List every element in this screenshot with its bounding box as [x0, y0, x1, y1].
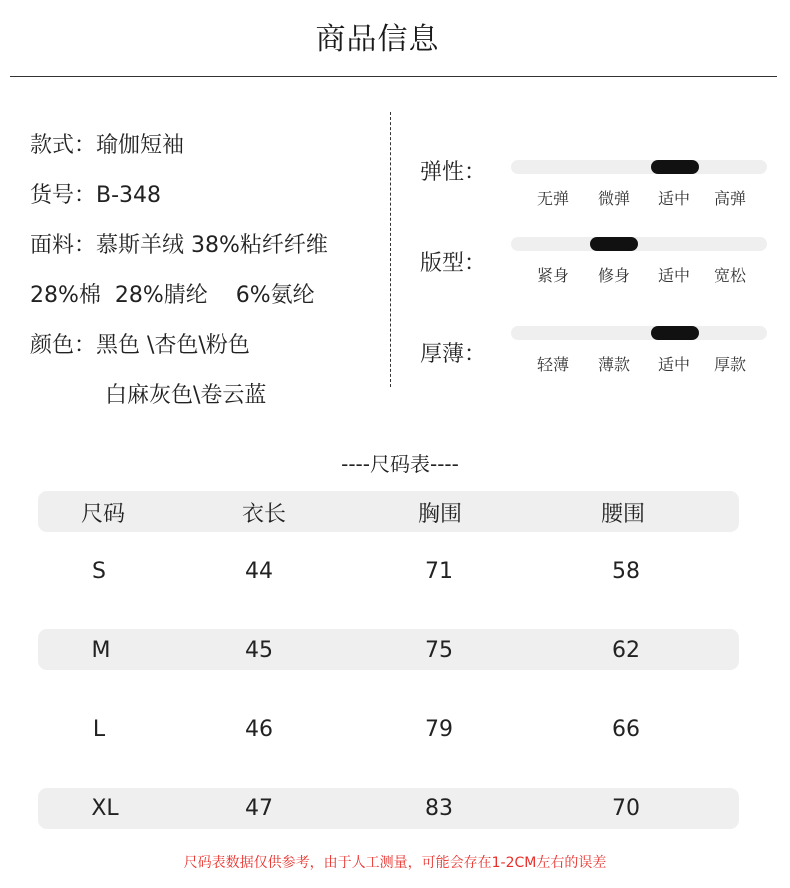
attr-label-elasticity: 弹性：: [420, 160, 487, 185]
attr-label-thickness: 厚薄：: [420, 342, 487, 367]
thickness-scale: [511, 326, 767, 340]
header-length: 衣长: [241, 502, 286, 527]
row-xl-chest: 83: [425, 796, 453, 821]
elasticity-option-1: 无弹: [536, 189, 569, 208]
row-l-chest: 79: [425, 717, 453, 742]
fit-indicator: [590, 237, 638, 251]
elasticity-option-2: 微弹: [597, 189, 630, 208]
row-l-size: L: [92, 717, 106, 742]
row-s-size: S: [92, 559, 106, 584]
row-s-chest: 71: [425, 559, 453, 584]
elasticity-option-3: 适中: [657, 189, 690, 208]
row-xl-waist: 70: [612, 796, 640, 821]
row-m-size: M: [91, 638, 111, 663]
thickness-indicator: [651, 326, 699, 340]
attr-label-fit: 版型：: [420, 251, 487, 276]
info-fabric-2: 28%棉 28%腈纶 6%氨纶: [30, 283, 315, 308]
info-color-2: 白麻灰色\卷云蓝: [105, 383, 267, 408]
info-fabric-1: 面料：慕斯羊绒 38%粘纤纤维: [30, 233, 328, 258]
row-xl-length: 47: [245, 796, 273, 821]
info-divider: [390, 112, 391, 387]
header-waist: 腰围: [600, 502, 645, 527]
header-chest: 胸围: [417, 502, 462, 527]
thickness-option-2: 薄款: [597, 355, 630, 374]
thickness-option-1: 轻薄: [536, 355, 569, 374]
elasticity-scale: [511, 160, 767, 174]
row-s-waist: 58: [612, 559, 640, 584]
thickness-option-3: 适中: [657, 355, 690, 374]
fit-scale: [511, 237, 767, 251]
title-divider: [10, 76, 777, 77]
elasticity-indicator: [651, 160, 699, 174]
fit-option-4: 宽松: [713, 266, 746, 285]
row-m-length: 45: [245, 638, 273, 663]
measurement-note: 尺码表数据仅供参考，由于人工测量，可能会存在1-2CM左右的误差: [183, 855, 607, 871]
thickness-option-4: 厚款: [713, 355, 746, 374]
row-xl-size: XL: [91, 796, 119, 821]
page-title: 商品信息: [315, 22, 440, 57]
elasticity-option-4: 高弹: [713, 189, 746, 208]
row-m-chest: 75: [425, 638, 453, 663]
fit-option-1: 紧身: [536, 266, 569, 285]
header-size: 尺码: [80, 502, 125, 527]
info-color-1: 颜色：黑色 \杏色\粉色: [30, 333, 250, 358]
info-item-no: 货号：B-348: [30, 183, 162, 208]
row-m-waist: 62: [612, 638, 640, 663]
size-table-title: ----尺码表----: [341, 452, 459, 476]
row-l-length: 46: [245, 717, 273, 742]
info-style: 款式：瑜伽短袖: [30, 133, 185, 158]
fit-option-2: 修身: [597, 266, 630, 285]
row-s-length: 44: [245, 559, 273, 584]
fit-option-3: 适中: [657, 266, 690, 285]
row-l-waist: 66: [612, 717, 640, 742]
